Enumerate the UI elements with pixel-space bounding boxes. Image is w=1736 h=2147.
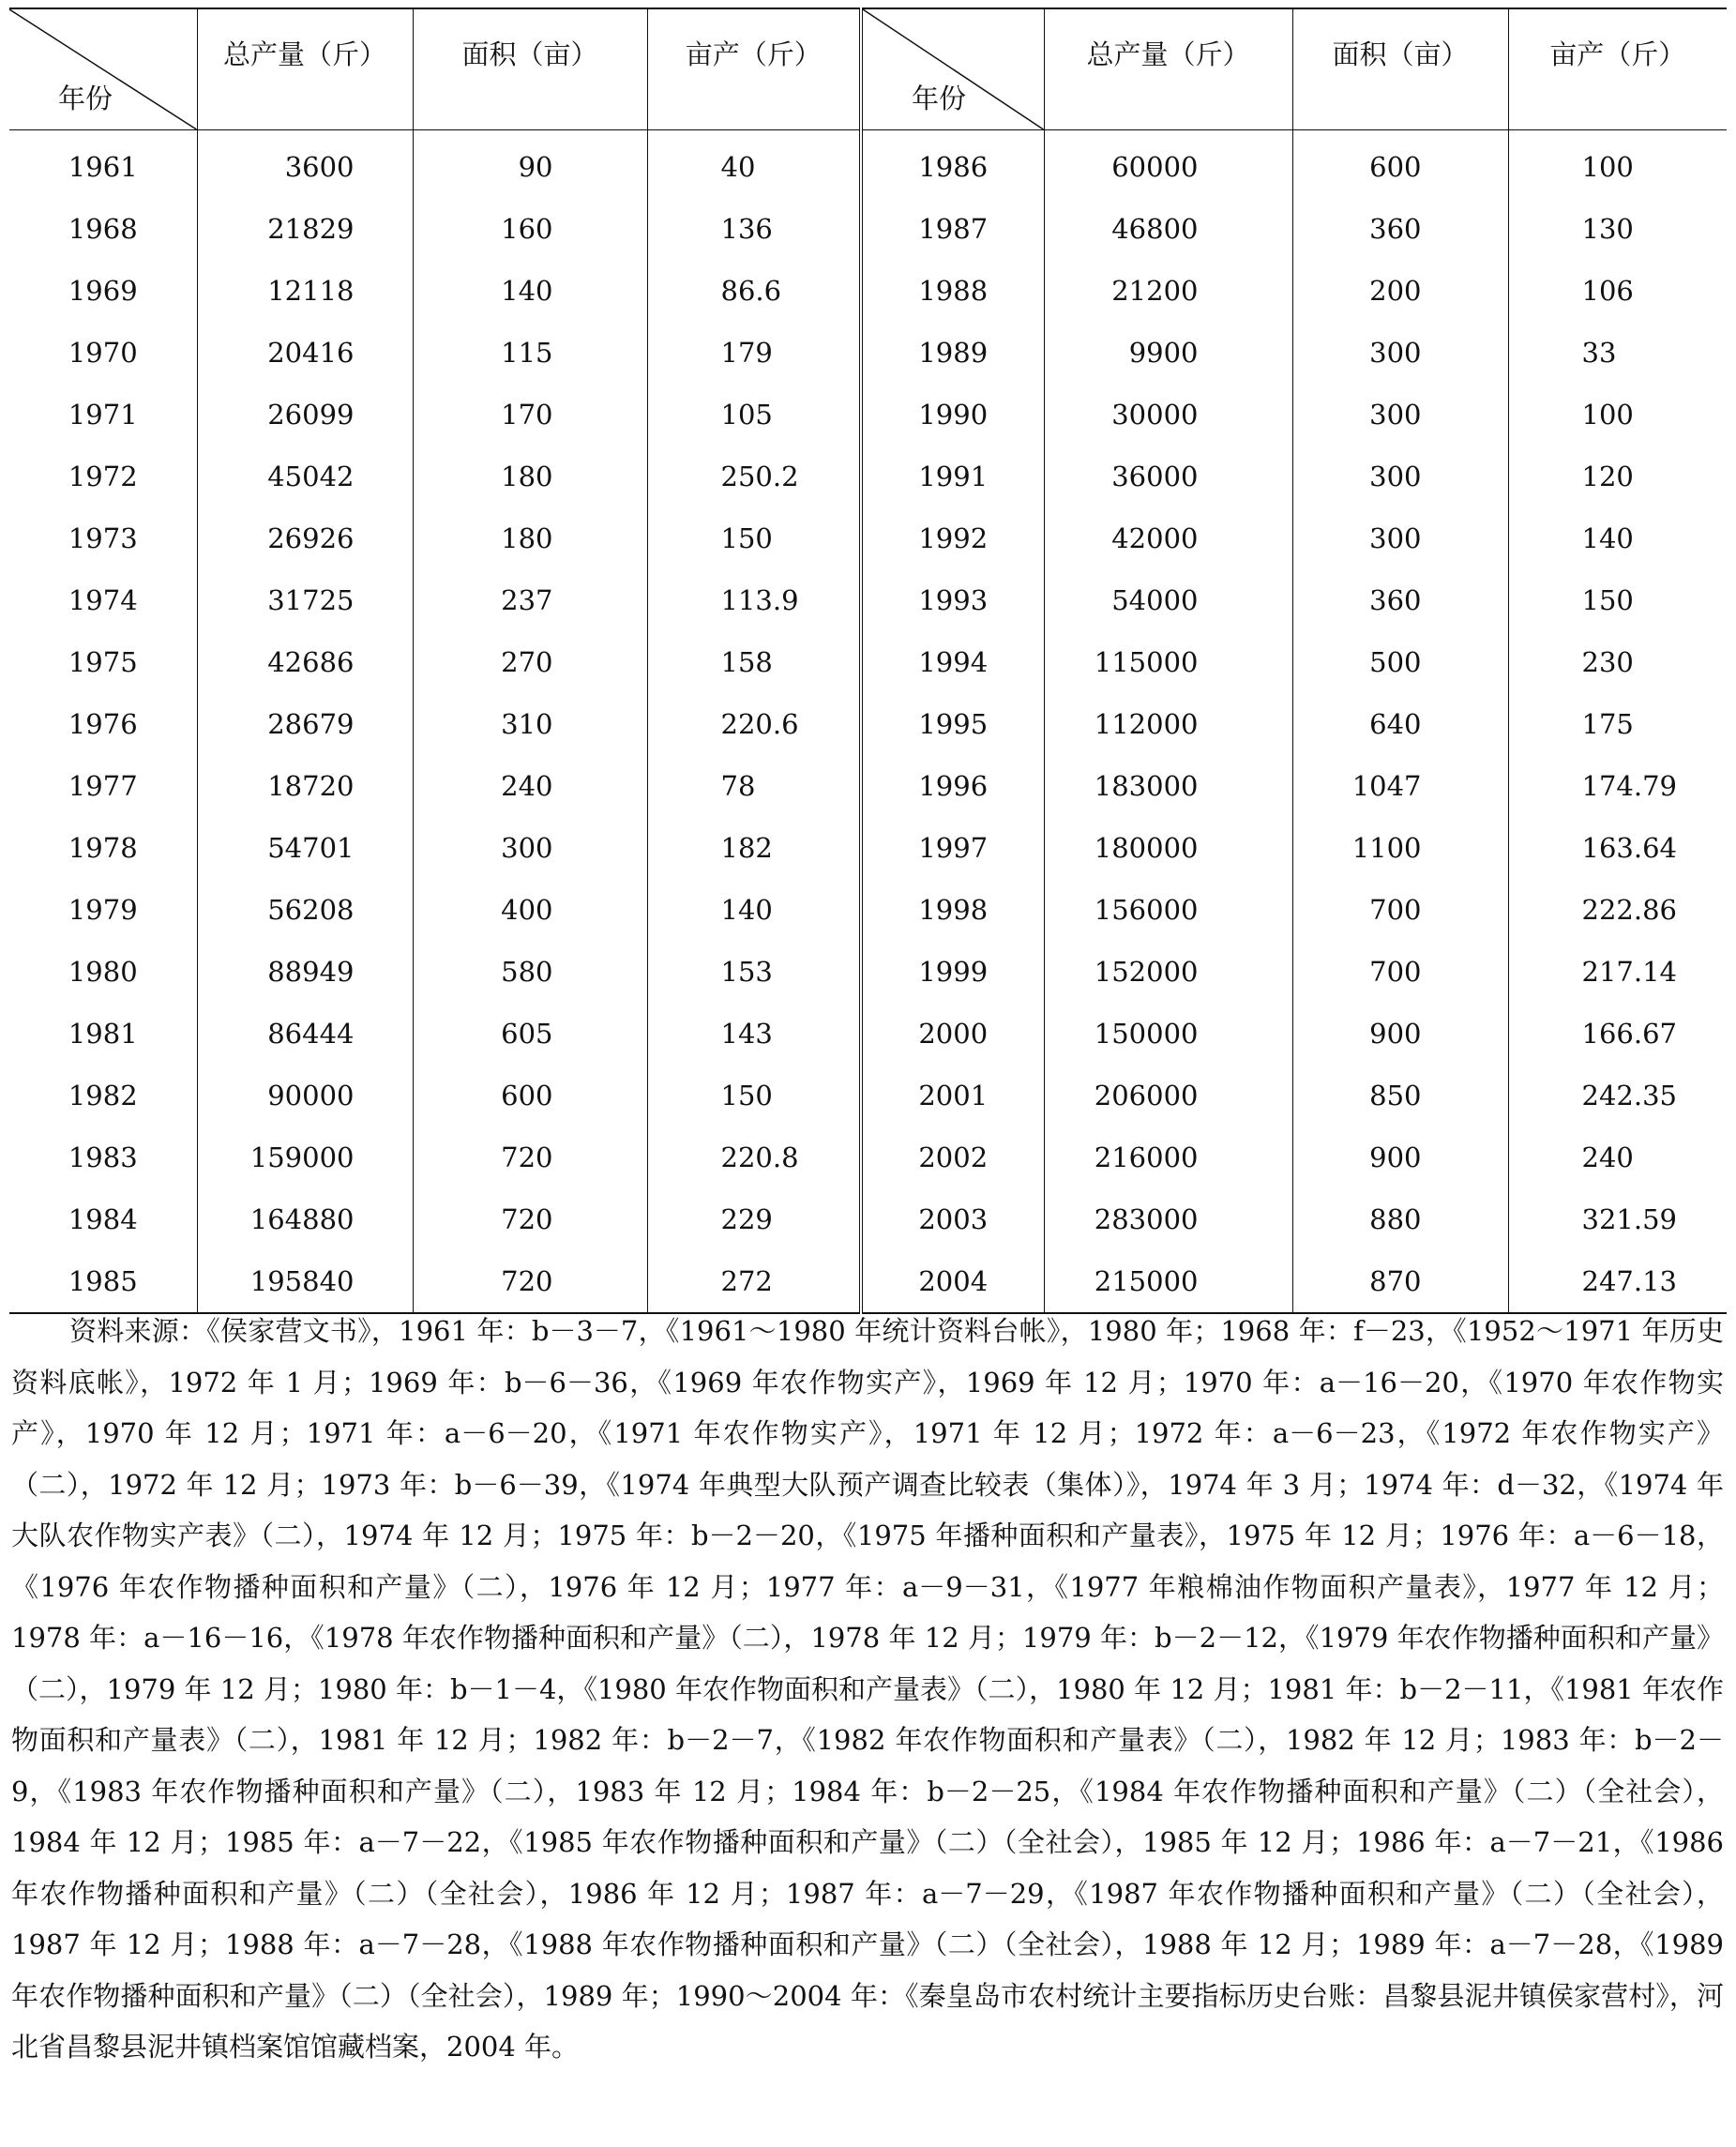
cell-total-left: 54701 (197, 817, 413, 879)
cell-area-left: 90 (413, 130, 647, 199)
cell-yield-right: 163.64 (1581, 832, 1677, 864)
cell-year-left: 1980 (9, 941, 197, 1003)
cell-area-left: 180 (413, 507, 647, 569)
table-row (9, 198, 1727, 260)
cell-total-right: 215000 (1044, 1250, 1292, 1313)
cell-year-right: 2003 (861, 1188, 1044, 1250)
cell-total-right: 21200 (1044, 260, 1292, 322)
cell-total-right: 9900 (1044, 322, 1292, 384)
cell-yield-left: 250.2 (647, 446, 861, 507)
table-row (9, 1065, 1727, 1126)
cell-total-right: 42000 (1044, 507, 1292, 569)
table-row (9, 569, 1727, 631)
cell-year-right: 1999 (861, 941, 1044, 1003)
cell-year-right: 1998 (861, 879, 1044, 941)
cell-total-left: 31725 (197, 569, 413, 631)
cell-total-left: 12118 (197, 260, 413, 322)
cell-area-right: 1047 (1292, 755, 1508, 817)
cell-year-right: 2001 (861, 1065, 1044, 1126)
cell-year-left: 1968 (9, 198, 197, 260)
cell-yield-right: 222.86 (1581, 894, 1677, 926)
cell-year-left: 1973 (9, 507, 197, 569)
cell-total-left: 195840 (197, 1250, 413, 1313)
cell-total-right: 115000 (1044, 631, 1292, 693)
cell-total-left: 90000 (197, 1065, 413, 1126)
table-row (9, 1126, 1727, 1188)
source-note: 资料来源：《侯家营文书》，1961 年：b－3－7，《1961～1980 年统计资料台帐》，1980 年；1968 年：f－23，《1952～1971 年历史资料底帐》，1972 年 1 月；1969 年：b－6－36，《1969 年农作物实产》，1969 年 12 月；1970 年：a－16－20，《1970 年农作物实产》，1970 年 12 月；1971 年：a－6－20，《1971 年农作物实产》，1971 年 12 月；1972 年：a－6－23，《1972 年农作物实产》（二），1972 年 12 月；1973 年：b－6－39，《1974 年典型大队预产调查比较表（集体）》，1974 年 3 月；1974 年：d－32，《1974 年大队农作物实产表》（二），1974 年 12 月；1975 年：b－2－20，《1975 年播种面积和产量表》，1975 年 12 月；1976 年：a－6－18，《1976 年农作物播种面积和产量》（二），1976 年 12 月；1977 年：a－9－31，《1977 年粮棉油作物面积产量表》，1977 年 12 月；1978 年：a－16－16，《1978 年农作物播种面积和产量》（二），1978 年 12 月；1979 年：b－2－12，《1979 年农作物播种面积和产量》（二），1979 年 12 月；1980 年：b－1－4，《1980 年农作物面积和产量表》（二），1980 年 12 月；1981 年：b－2－11，《1981 年农作物面积和产量表》（二），1981 年 12 月；1982 年：b－2－7，《1982 年农作物面积和产量表》（二），1982 年 12 月；1983 年：b－2－9，《1983 年农作物播种面积和产量》（二），1983 年 12 月；1984 年：b－2－25，《1984 年农作物播种面积和产量》（二）（全社会），1984 年 12 月；1985 年：a－7－22，《1985 年农作物播种面积和产量》（二）（全社会），1985 年 12 月；1986 年：a－7－21，《1986 年农作物播种面积和产量》（二）（全社会），1986 年 12 月；1987 年：a－7－29，《1987 年农作物播种面积和产量》（二）（全社会），1987 年 12 月；1988 年：a－7－28，《1988 年农作物播种面积和产量》（二）（全社会），1988 年 12 月；1989 年：a－7－28，《1989 年农作物播种面积和产量》（二）（全社会），1989 年；1990～2004 年：《秦皇岛市农村统计主要指标历史台账：昌黎县泥井镇侯家营村》，河北省昌黎县泥井镇档案馆馆藏档案，2004 年。 (11, 1315, 1724, 2063)
cell-area-left: 170 (413, 384, 647, 446)
cell-area-right: 700 (1292, 941, 1508, 1003)
cell-total-right: 46800 (1044, 198, 1292, 260)
cell-yield-right: 166.67 (1581, 1018, 1677, 1050)
cell-yield-right: 240 (1581, 1142, 1634, 1173)
cell-area-left: 140 (413, 260, 647, 322)
cell-area-left: 300 (413, 817, 647, 879)
cell-yield-right: 175 (1581, 708, 1634, 740)
cell-year-right: 1994 (861, 631, 1044, 693)
cell-year-right: 1995 (861, 693, 1044, 755)
cell-area-right: 900 (1292, 1126, 1508, 1188)
cell-area-right: 300 (1292, 446, 1508, 507)
cell-year-right: 1997 (861, 817, 1044, 879)
cell-yield-left: 150 (647, 1065, 861, 1126)
header-row (9, 8, 1727, 130)
cell-yield-right: 106 (1581, 275, 1634, 307)
cell-total-right: 54000 (1044, 569, 1292, 631)
cell-yield-left: 158 (647, 631, 861, 693)
cell-area-left: 720 (413, 1188, 647, 1250)
cell-year-left: 1975 (9, 631, 197, 693)
production-table (9, 8, 1727, 1314)
cell-area-right: 300 (1292, 507, 1508, 569)
cell-year-left: 1985 (9, 1250, 197, 1313)
cell-area-left: 600 (413, 1065, 647, 1126)
cell-total-left: 20416 (197, 322, 413, 384)
cell-total-right: 156000 (1044, 879, 1292, 941)
cell-area-left: 160 (413, 198, 647, 260)
cell-year-left: 1976 (9, 693, 197, 755)
cell-area-right: 600 (1292, 130, 1508, 199)
cell-year-right: 1992 (861, 507, 1044, 569)
cell-yield-right: 247.13 (1581, 1265, 1677, 1297)
cell-total-left: 45042 (197, 446, 413, 507)
table-body (9, 130, 1727, 1314)
cell-yield-right: 321.59 (1581, 1203, 1677, 1235)
cell-total-left: 164880 (197, 1188, 413, 1250)
cell-yield-left: 150 (647, 507, 861, 569)
cell-area-right: 300 (1292, 322, 1508, 384)
header-year-label: 年份 (58, 83, 113, 114)
cell-area-right: 500 (1292, 631, 1508, 693)
cell-year-left: 1974 (9, 569, 197, 631)
cell-area-right: 640 (1292, 693, 1508, 755)
cell-year-right: 2002 (861, 1126, 1044, 1188)
cell-area-left: 720 (413, 1250, 647, 1313)
cell-area-left: 237 (413, 569, 647, 631)
cell-total-left: 26099 (197, 384, 413, 446)
header-year-left (9, 8, 197, 130)
cell-total-left: 56208 (197, 879, 413, 941)
cell-year-right: 1986 (861, 130, 1044, 199)
cell-total-left: 26926 (197, 507, 413, 569)
cell-area-right: 200 (1292, 260, 1508, 322)
cell-yield-left: 182 (647, 817, 861, 879)
table-row (9, 631, 1727, 693)
cell-year-right: 1990 (861, 384, 1044, 446)
cell-total-left: 21829 (197, 198, 413, 260)
cell-year-right: 1993 (861, 569, 1044, 631)
cell-year-right: 1991 (861, 446, 1044, 507)
cell-year-left: 1981 (9, 1003, 197, 1065)
cell-total-left: 88949 (197, 941, 413, 1003)
table-row (9, 941, 1727, 1003)
header-year-right (861, 8, 1044, 130)
cell-yield-right: 150 (1581, 584, 1634, 616)
table-row (9, 1003, 1727, 1065)
table-row (9, 130, 1727, 199)
cell-total-right: 283000 (1044, 1188, 1292, 1250)
cell-total-right: 206000 (1044, 1065, 1292, 1126)
cell-year-left: 1979 (9, 879, 197, 941)
header-yield-right: 亩产（斤） (1508, 8, 1727, 130)
table-row (9, 817, 1727, 879)
header-total-right: 总产量（斤） (1044, 8, 1292, 130)
header-area-right: 面积（亩） (1292, 8, 1508, 130)
cell-year-left: 1961 (9, 130, 197, 199)
cell-yield-right: 100 (1581, 151, 1634, 183)
cell-area-left: 310 (413, 693, 647, 755)
cell-year-left: 1978 (9, 817, 197, 879)
cell-yield-right: 130 (1581, 213, 1634, 245)
cell-yield-left: 140 (647, 879, 861, 941)
cell-yield-right: 217.14 (1581, 956, 1677, 988)
cell-total-right: 183000 (1044, 755, 1292, 817)
table-row (9, 446, 1727, 507)
header-area-left: 面积（亩） (413, 8, 647, 130)
table-row (9, 507, 1727, 569)
table-row (9, 1188, 1727, 1250)
cell-yield-left: 220.6 (647, 693, 861, 755)
cell-total-right: 150000 (1044, 1003, 1292, 1065)
cell-total-left: 86444 (197, 1003, 413, 1065)
table-row (9, 755, 1727, 817)
table-row (9, 693, 1727, 755)
cell-yield-left: 272 (647, 1250, 861, 1313)
cell-yield-left: 220.8 (647, 1126, 861, 1188)
cell-area-left: 180 (413, 446, 647, 507)
cell-year-left: 1971 (9, 384, 197, 446)
cell-total-right: 152000 (1044, 941, 1292, 1003)
cell-yield-left: 136 (647, 198, 861, 260)
cell-yield-left: 78 (647, 755, 861, 817)
cell-year-left: 1982 (9, 1065, 197, 1126)
cell-year-left: 1969 (9, 260, 197, 322)
cell-area-right: 360 (1292, 569, 1508, 631)
table-row (9, 260, 1727, 322)
cell-yield-left: 229 (647, 1188, 861, 1250)
cell-total-right: 36000 (1044, 446, 1292, 507)
cell-total-left: 18720 (197, 755, 413, 817)
cell-area-left: 270 (413, 631, 647, 693)
header-total-left: 总产量（斤） (197, 8, 413, 130)
table-row (9, 322, 1727, 384)
cell-area-right: 300 (1292, 384, 1508, 446)
cell-yield-left: 105 (647, 384, 861, 446)
cell-total-right: 30000 (1044, 384, 1292, 446)
cell-area-right: 850 (1292, 1065, 1508, 1126)
cell-year-right: 1996 (861, 755, 1044, 817)
cell-total-left: 3600 (197, 130, 413, 199)
cell-yield-left: 153 (647, 941, 861, 1003)
cell-area-right: 360 (1292, 198, 1508, 260)
cell-year-left: 1983 (9, 1126, 197, 1188)
cell-area-right: 880 (1292, 1188, 1508, 1250)
cell-total-right: 112000 (1044, 693, 1292, 755)
cell-area-left: 240 (413, 755, 647, 817)
table-row (9, 384, 1727, 446)
cell-year-right: 2004 (861, 1250, 1044, 1313)
header-yield-left: 亩产（斤） (647, 8, 861, 130)
cell-total-left: 28679 (197, 693, 413, 755)
cell-year-left: 1984 (9, 1188, 197, 1250)
table-row (9, 879, 1727, 941)
cell-yield-left: 40 (647, 130, 861, 199)
cell-total-right: 216000 (1044, 1126, 1292, 1188)
cell-yield-left: 143 (647, 1003, 861, 1065)
cell-yield-left: 179 (647, 322, 861, 384)
cell-area-left: 115 (413, 322, 647, 384)
cell-area-right: 870 (1292, 1250, 1508, 1313)
cell-yield-left: 86.6 (647, 260, 861, 322)
cell-yield-right: 230 (1581, 646, 1634, 678)
cell-year-right: 1989 (861, 322, 1044, 384)
cell-year-left: 1972 (9, 446, 197, 507)
cell-area-left: 400 (413, 879, 647, 941)
cell-yield-right: 100 (1581, 399, 1634, 431)
cell-total-left: 159000 (197, 1126, 413, 1188)
cell-area-right: 900 (1292, 1003, 1508, 1065)
cell-total-right: 60000 (1044, 130, 1292, 199)
cell-total-left: 42686 (197, 631, 413, 693)
header-year-label: 年份 (912, 83, 967, 114)
cell-area-left: 580 (413, 941, 647, 1003)
cell-area-left: 605 (413, 1003, 647, 1065)
cell-year-right: 1988 (861, 260, 1044, 322)
cell-yield-right: 242.35 (1581, 1080, 1677, 1111)
cell-area-left: 720 (413, 1126, 647, 1188)
cell-yield-right: 33 (1581, 337, 1617, 369)
cell-yield-left: 113.9 (647, 569, 861, 631)
cell-year-right: 1987 (861, 198, 1044, 260)
cell-area-right: 700 (1292, 879, 1508, 941)
cell-area-right: 1100 (1292, 817, 1508, 879)
cell-year-left: 1977 (9, 755, 197, 817)
cell-total-right: 180000 (1044, 817, 1292, 879)
cell-yield-right: 120 (1581, 461, 1634, 492)
cell-year-left: 1970 (9, 322, 197, 384)
cell-year-right: 2000 (861, 1003, 1044, 1065)
cell-yield-right: 140 (1581, 522, 1634, 554)
table-row (9, 1250, 1727, 1313)
cell-yield-right: 174.79 (1581, 770, 1677, 802)
